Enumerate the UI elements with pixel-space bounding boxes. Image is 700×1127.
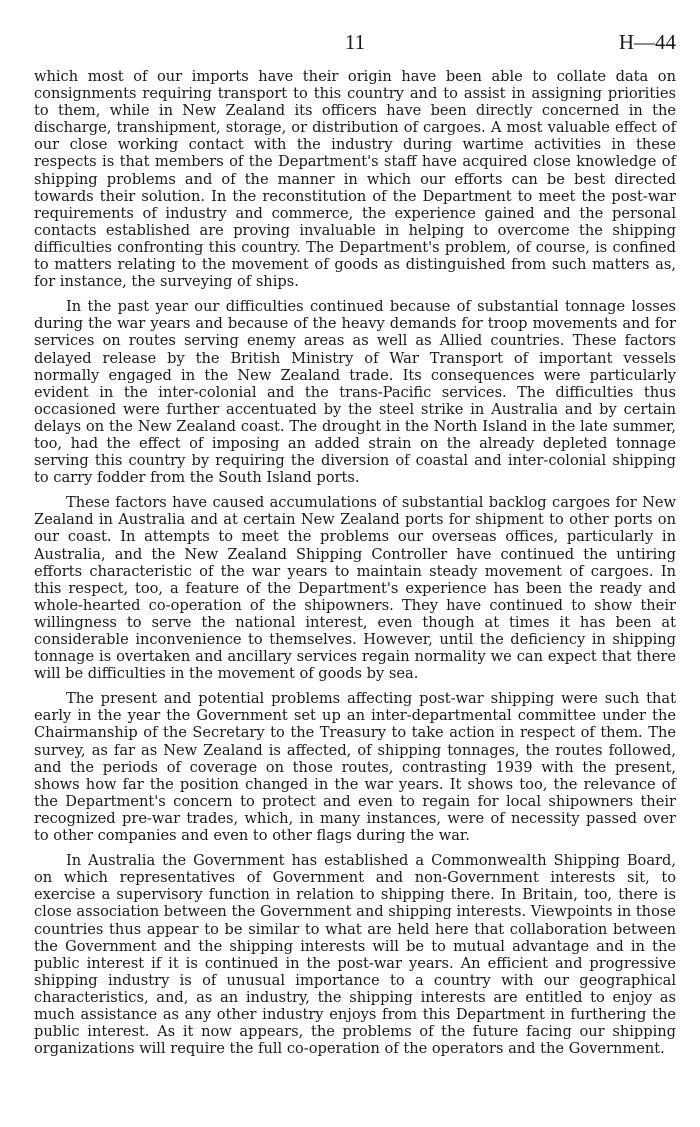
paragraph-tonnage-losses: In the past year our difficulties continued because of substantial tonnage losses during the war years and because of the heavy demands for troop movements and for services on routes serving enemy areas as well as Allied countries. These factors delayed release by the British Ministry of War Transport of important vessels normally engaged in the New Zealand trade. Its consequences were particularly evident in the inter-colonial and the trans-Pacific services. The difficulties thus occasioned were further accentuated by the steel strike in Australia and by certain delays on the New Zealand coast. The drought in the North Island in the late summer, too, had the effect of imposing an added strain on the already depleted tonnage serving this country by requiring the diversion of coastal and inter-colonial shipping to carry fodder from the South Island ports. xyxy=(34,298,676,487)
document-body xyxy=(34,68,676,1057)
paragraph-post-war-problems: The present and potential problems affecting post-war shipping were such that early in the year the Government set up an inter-departmental committee under the Chairmanship of the Secretary to the Treasury to take action in respect of them. The survey, as far as New Zealand is affected, of shipping tonnages, the routes followed, and the periods of coverage on those routes, contrasting 1939 with the present, shows how far the position changed in the war years. It shows too, the relevance of the Department's concern to protect and even to regain for local shipowners their recognized pre-war trades, which, in many instances, were of necessity passed over to other companies and even to other flags during the war. xyxy=(34,690,676,845)
paragraph-continued: which most of our imports have their origin have been able to collate data on consignments requiring transport to this country and to assist in assigning priorities to them, while in New Zealand its officers have been directly concerned in the discharge, transhipment, storage, or distribution of cargoes. A most valuable effect of our close working contact with the industry during wartime activities in these respects is that members of the Department's staff have acquired close knowledge of shipping problems and of the manner in which our efforts can be best directed towards their solution. In the reconstitution of the Department to meet the post-war requirements of industry and commerce, the experience gained and the personal contacts established are proving invaluable in helping to overcome the shipping difficulties confronting this country. The Department's problem, of course, is confined to matters relating to the movement of goods as distinguished from such matters as, for instance, the surveying of ships. xyxy=(34,68,676,291)
document-page xyxy=(34,30,676,1110)
paragraph-backlog-cargoes: These factors have caused accumulations of substantial backlog cargoes for New Zealand in Australia and at certain New Zealand ports for shipment to other ports on our coast. In attempts to meet the problems our overseas offices, particularly in Australia, and the New Zealand Shipping Controller have continued the untiring efforts characteristic of the war years to maintain steady movement of cargoes. In this respect, too, a feature of the Department's experience has been the ready and whole-hearted co-operation of the shipowners. They have continued to show their willingness to serve the national interest, even though at times it has been at considerable inconvenience to themselves. However, until the deficiency in shipping tonnage is overtaken and ancillary services regain normality we can expect that there will be difficulties in the movement of goods by sea. xyxy=(34,494,676,683)
page-number: 11 xyxy=(344,30,366,54)
paragraph-australia-britain: In Australia the Government has established a Commonwealth Shipping Board, on which representatives of Government and non-Government interests sit, to exercise a supervisory function in relation to shipping there. In Britain, too, there is close association between the Government and shipping interests. Viewpoints in those countries thus appear to be similar to what are held here that collaboration between the Government and the shipping interests will be to mutual advantage and in the public interest if it is continued in the post-war years. An efficient and progressive shipping industry is of unusual importance to a country with our geographical characteristics, and, as an industry, the shipping interests are entitled to enjoy as much assistance as any other industry enjoys from this Department in furthering the public interest. As it now appears, the problems of the future facing our shipping organizations will require the full co-operation of the operators and the Government. xyxy=(34,852,676,1058)
document-reference: H—44 xyxy=(618,30,676,54)
page-header xyxy=(34,30,676,60)
